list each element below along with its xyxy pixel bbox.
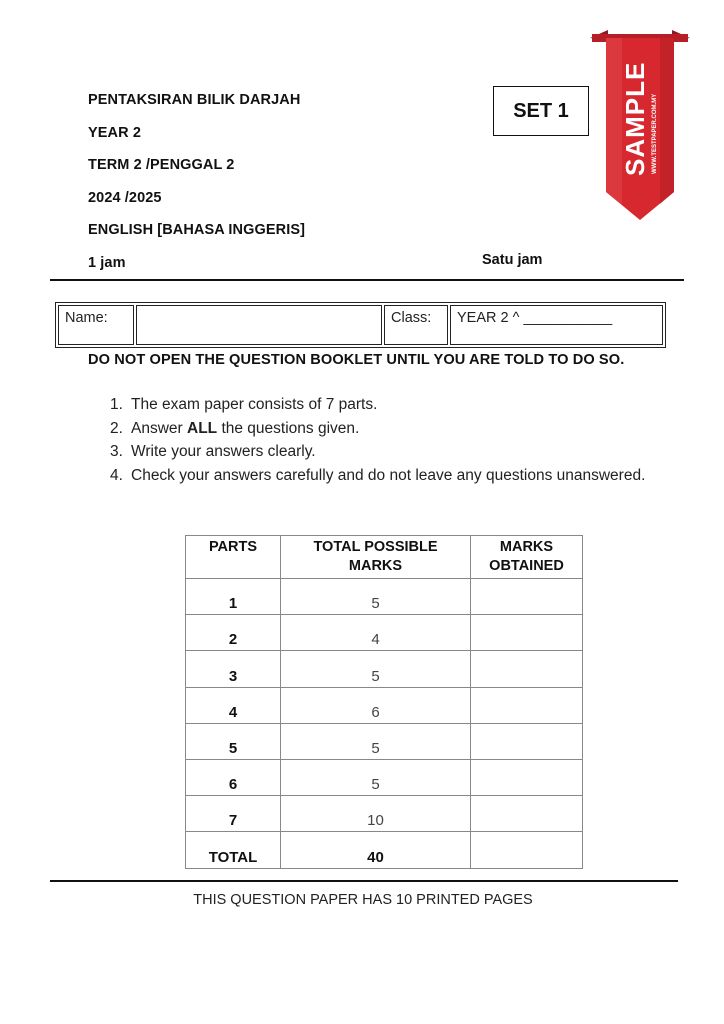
part-number: 1 [186, 579, 281, 615]
page-count-text: THIS QUESTION PAPER HAS 10 PRINTED PAGES [193, 892, 533, 908]
instruction-text: Write your answers clearly. [131, 443, 316, 460]
obtained-marks-cell[interactable] [471, 723, 583, 759]
table-row [186, 687, 583, 723]
part-number: 6 [186, 759, 281, 795]
name-label: Name: [58, 305, 134, 345]
possible-marks: 5 [281, 651, 471, 687]
ribbon-sample-text: SAMPLE [620, 61, 650, 176]
part-number: 4 [186, 687, 281, 723]
possible-marks-header: TOTAL POSSIBLE MARKS [281, 536, 471, 579]
possible-marks: 5 [281, 759, 471, 795]
class-label: Class: [384, 305, 448, 345]
obtained-marks-cell[interactable] [471, 579, 583, 615]
instruction-item [110, 417, 650, 441]
possible-marks: 6 [281, 687, 471, 723]
table-row [186, 579, 583, 615]
page-count-footer [0, 892, 724, 908]
set-box: SET 1 [493, 86, 589, 136]
total-possible-marks: 40 [281, 832, 471, 868]
part-number: 5 [186, 723, 281, 759]
total-row [186, 832, 583, 868]
parts-header: PARTS [186, 536, 281, 579]
table-row [186, 796, 583, 832]
instruction-number: 2. [110, 419, 123, 437]
table-row [186, 615, 583, 651]
instruction-item [110, 440, 650, 464]
total-label: TOTAL [186, 832, 281, 868]
possible-marks: 5 [281, 579, 471, 615]
header-divider [50, 279, 684, 281]
instruction-item [110, 464, 650, 488]
instruction-number: 1. [110, 396, 123, 413]
table-row [186, 651, 583, 687]
ribbon-shade [660, 38, 674, 204]
subject-label: ENGLISH [BAHASA INGGERIS] [88, 222, 306, 238]
table-row [186, 759, 583, 795]
marks-table-header [186, 536, 583, 579]
footer-divider [50, 880, 678, 882]
instruction-number: 3. [110, 443, 123, 460]
name-field[interactable] [136, 305, 382, 345]
warning-notice: DO NOT OPEN THE QUESTION BOOKLET UNTIL YOU ARE TOLD TO DO SO. [88, 352, 625, 368]
duration-label: 1 jam [88, 254, 126, 271]
obtained-marks-cell[interactable] [471, 615, 583, 651]
possible-marks: 4 [281, 615, 471, 651]
obtained-marks-cell[interactable] [471, 759, 583, 795]
instruction-text: The exam paper consists of 7 parts. [131, 396, 378, 413]
instruction-text: Check your answers carefully and do not leave any questions unanswered. [131, 466, 646, 484]
possible-marks: 5 [281, 723, 471, 759]
ribbon-url-text: WWW.TESTPAPER.COM.MY [652, 93, 658, 174]
instruction-text-post: the questions given. [217, 419, 360, 437]
student-info-table [55, 302, 666, 348]
duration-malay-label: Satu jam [482, 252, 543, 268]
total-obtained-cell[interactable] [471, 832, 583, 868]
part-number: 3 [186, 651, 281, 687]
obtained-marks-cell[interactable] [471, 687, 583, 723]
instruction-number: 4. [110, 466, 123, 484]
instructions-list [110, 393, 650, 487]
instruction-text [131, 417, 650, 441]
class-field[interactable]: YEAR 2 ^ ___________ [450, 305, 663, 345]
instruction-text-emphasis: ALL [187, 419, 218, 437]
obtained-marks-cell[interactable] [471, 796, 583, 832]
possible-marks: 10 [281, 796, 471, 832]
obtained-marks-header: MARKS OBTAINED [471, 536, 583, 579]
table-row [186, 723, 583, 759]
term-label: TERM 2 /PENGGAL 2 [88, 157, 235, 173]
session-label: 2024 /2025 [88, 189, 162, 206]
sample-ribbon [588, 24, 692, 224]
year-label: YEAR 2 [88, 124, 141, 141]
obtained-marks-cell[interactable] [471, 651, 583, 687]
assessment-title: PENTAKSIRAN BILIK DARJAH [88, 92, 301, 108]
instruction-item [110, 393, 650, 417]
marks-table [185, 535, 583, 869]
paper-header [88, 90, 305, 285]
instruction-text-pre: Answer [131, 419, 187, 437]
part-number: 2 [186, 615, 281, 651]
part-number: 7 [186, 796, 281, 832]
